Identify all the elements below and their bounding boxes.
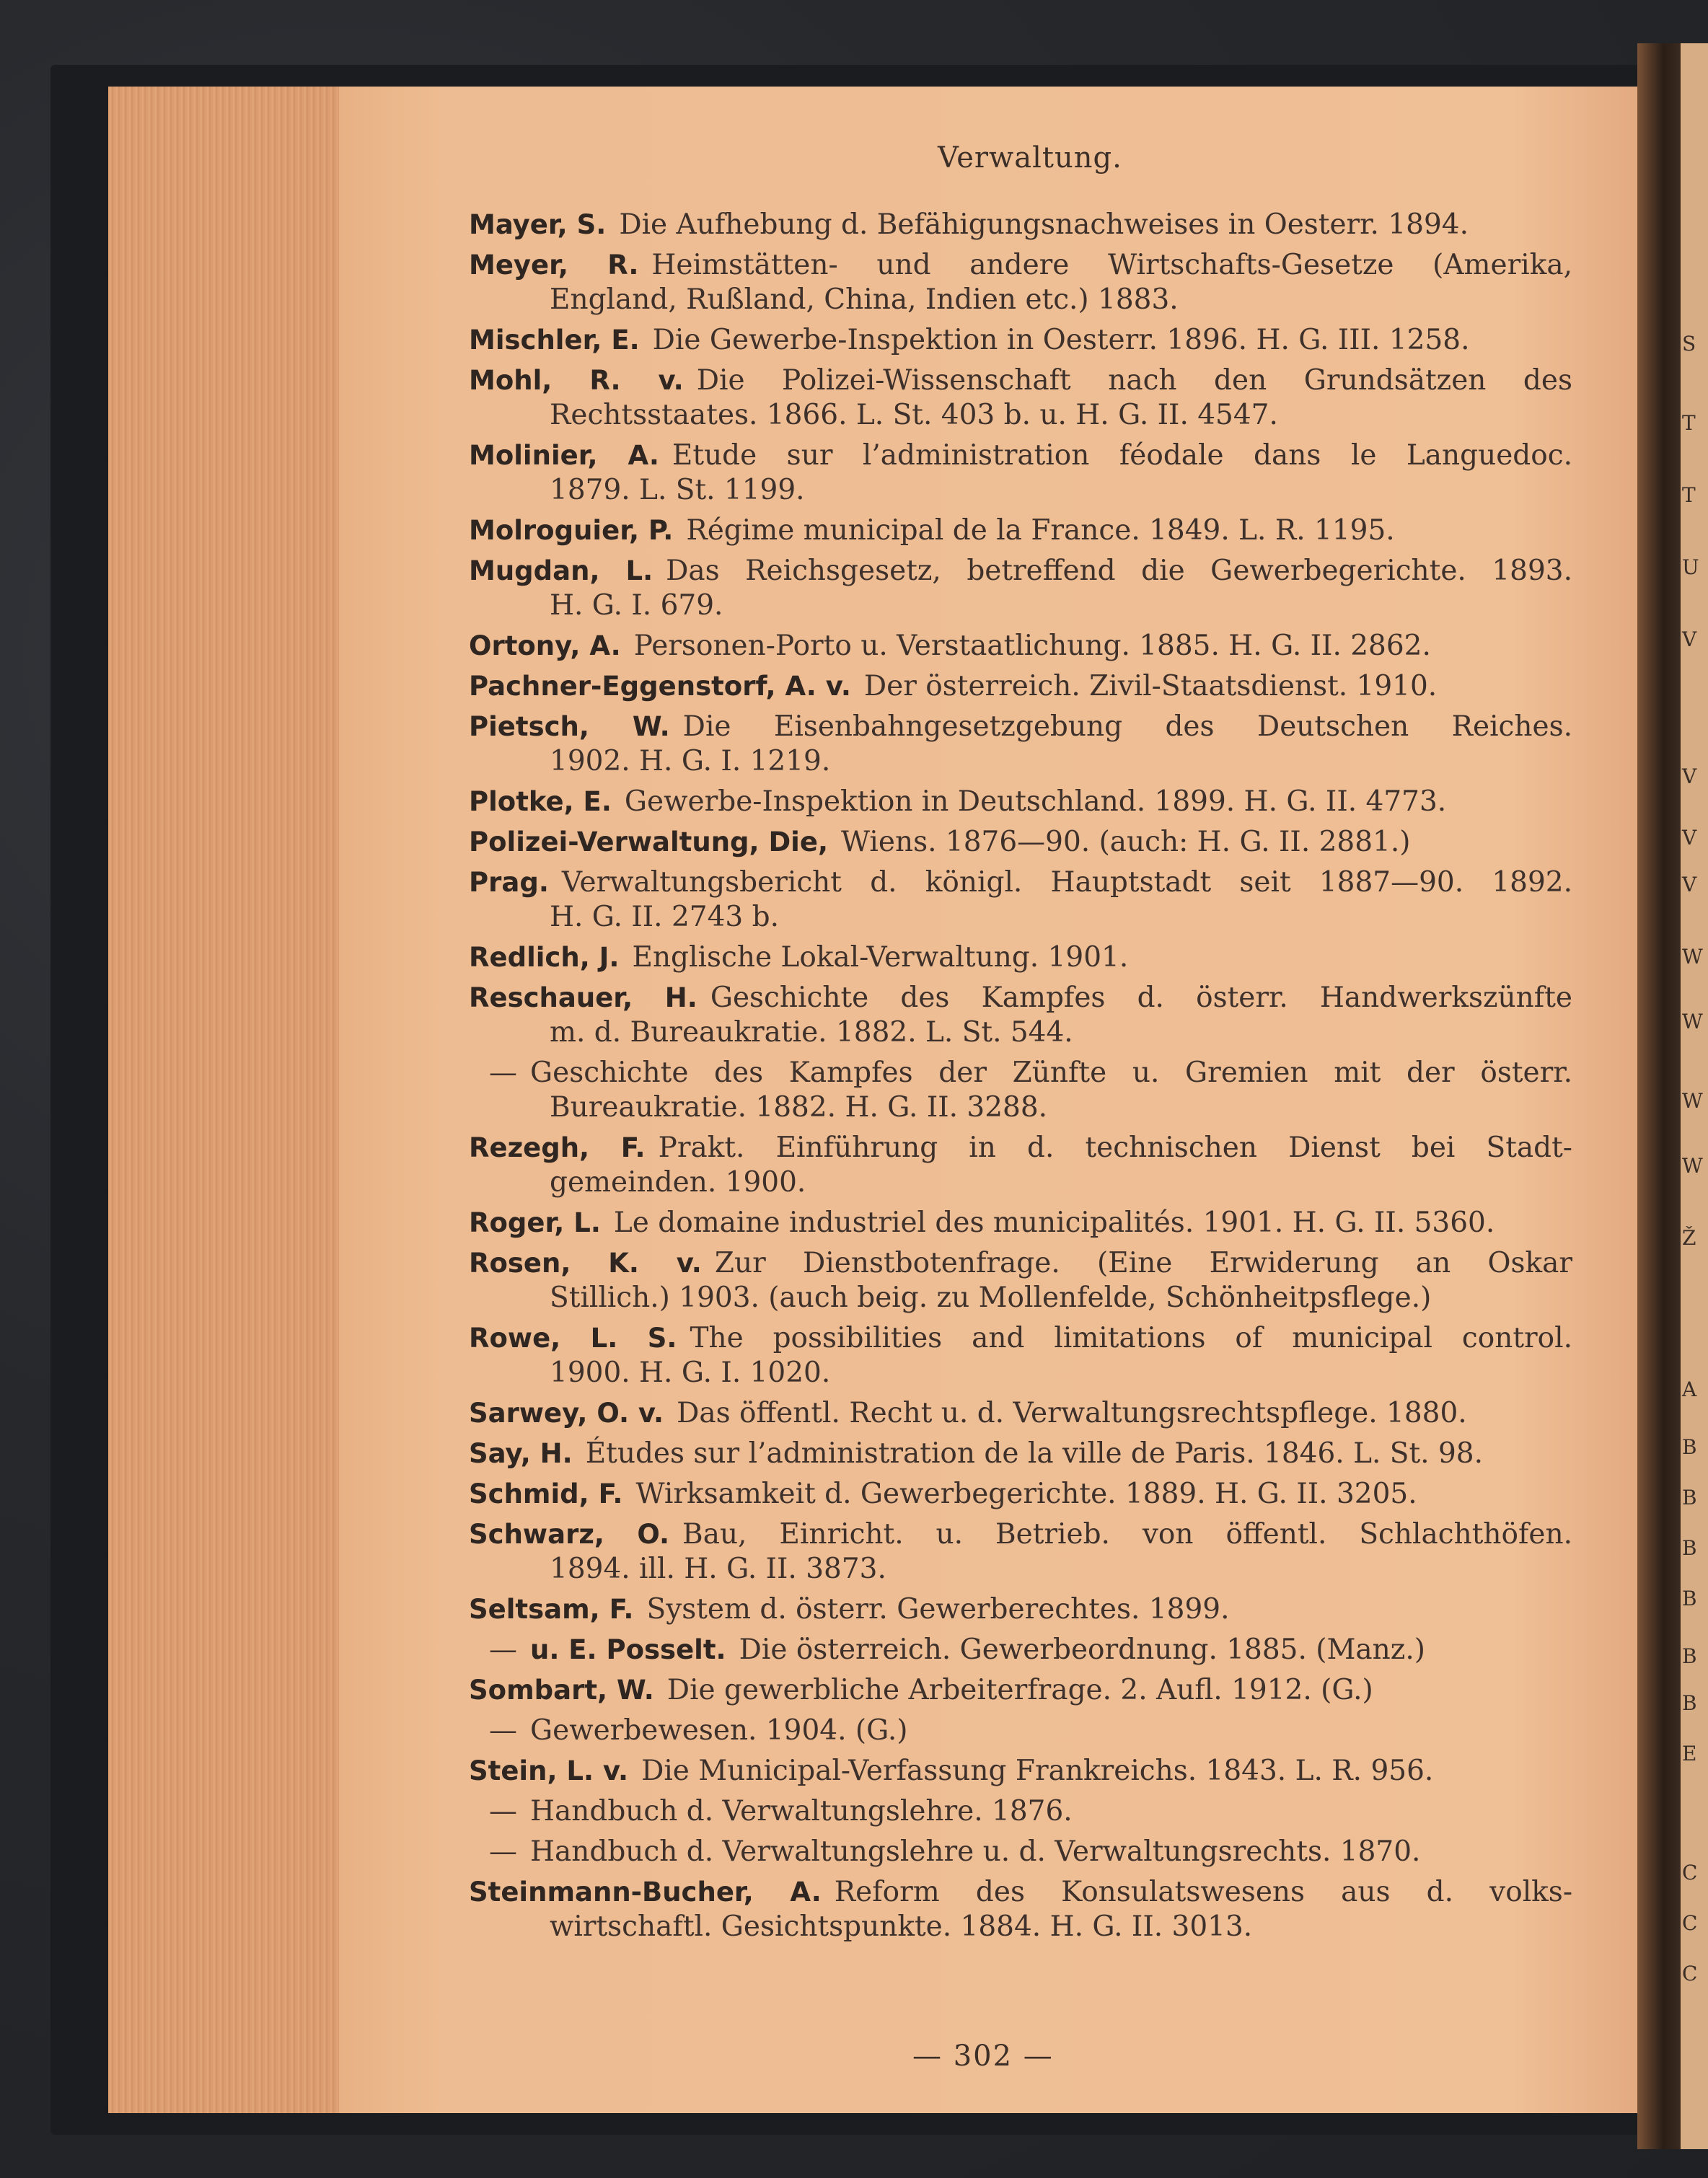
entry-text: Die Aufhebung d. Befähigungsnachweises in Oesterr. 1894.	[619, 208, 1469, 241]
entry-text: Handbuch d. Verwaltungslehre u. d. Verwaltungsrechts. 1870.	[530, 1835, 1421, 1868]
entry-first-line	[469, 1673, 1572, 1708]
bibliography-entry	[469, 1633, 1572, 1667]
adjacent-page-letter: C	[1682, 1861, 1698, 1884]
bibliography-entry	[469, 554, 1572, 623]
entry-text: Gewerbewesen. 1904. (G.)	[530, 1714, 908, 1747]
entry-author: Pachner-Eggenstorf, A. v.	[469, 671, 851, 702]
entry-continuation-line	[469, 283, 1572, 317]
entry-author: Molroguier, P.	[469, 515, 674, 546]
entry-author: Schwarz, O.	[469, 1519, 670, 1550]
entry-first-line	[469, 1396, 1572, 1431]
entry-author: Roger, L.	[469, 1207, 601, 1238]
entry-first-line	[469, 1321, 1572, 1356]
adjacent-page-letter: E	[1682, 1742, 1697, 1765]
bibliography-entry	[469, 1477, 1572, 1512]
book-gutter	[1637, 43, 1681, 2149]
entry-text: Gewerbe-Inspektion in Deutschland. 1899. H. G. II. 4773.	[624, 785, 1447, 818]
bibliography-list	[469, 208, 1572, 1944]
ditto-dash: —	[489, 1634, 517, 1666]
entry-first-line	[469, 825, 1572, 860]
entry-author: Stein, L. v.	[469, 1755, 629, 1786]
entry-first-line	[469, 1437, 1572, 1471]
bibliography-entry	[469, 1437, 1572, 1471]
entry-continuation-line	[469, 744, 1572, 779]
entry-author: Meyer, R.	[469, 250, 639, 281]
entry-text: The possibilities and limitations of municipal control.	[690, 1322, 1573, 1354]
bibliography-entry	[469, 438, 1572, 508]
entry-continuation-line	[469, 1552, 1572, 1587]
adjacent-page-edge	[1681, 43, 1708, 2149]
adjacent-page-letter: B	[1682, 1486, 1697, 1509]
adjacent-page-letter: C	[1682, 1911, 1698, 1935]
entry-author: Schmid, F.	[469, 1478, 623, 1509]
entry-text: System d. österr. Gewerberechtes. 1899.	[646, 1593, 1230, 1626]
bibliography-entry	[469, 1131, 1572, 1200]
entry-text: 1894. ill. H. G. II. 3873.	[550, 1553, 886, 1585]
adjacent-page-letter: B	[1682, 1691, 1697, 1715]
adjacent-page-letter: T	[1682, 483, 1696, 507]
entry-text: Verwaltungsbericht d. königl. Hauptstadt seit 1887—90. 1892.	[561, 866, 1572, 899]
adjacent-page-letter: W	[1682, 1010, 1703, 1033]
entry-author: Rosen, K. v.	[469, 1248, 702, 1279]
entry-first-line	[469, 981, 1572, 1015]
entry-author: Rezegh, F.	[469, 1132, 646, 1163]
adjacent-page-letter: A	[1682, 1377, 1697, 1401]
entry-continuation-line	[469, 588, 1572, 623]
entry-first-line	[469, 1131, 1572, 1165]
entry-first-line	[469, 363, 1572, 398]
adjacent-page-letter: S	[1682, 332, 1696, 356]
entry-text: Geschichte des Kampfes der Zünfte u. Gremien mit der österr.	[530, 1057, 1572, 1089]
entry-text: Prakt. Einführung in d. technischen Dienst bei Stadt-	[658, 1132, 1572, 1164]
entry-text: Le domaine industriel des municipalités. 1901. H. G. II. 5360.	[613, 1207, 1495, 1239]
entry-first-line	[469, 554, 1572, 588]
entry-text: wirtschaftl. Gesichtspunkte. 1884. H. G. II. 3013.	[550, 1910, 1253, 1943]
entry-first-line	[469, 1056, 1572, 1090]
entry-continuation-line	[469, 1356, 1572, 1390]
bibliography-entry	[469, 1835, 1572, 1869]
entry-text: 1900. H. G. I. 1020.	[550, 1357, 831, 1389]
entry-text: Stillich.) 1903. (auch beig. zu Mollenfelde, Schönheitpsflege.)	[550, 1282, 1432, 1314]
bibliography-entry	[469, 785, 1572, 819]
bibliography-entry	[469, 363, 1572, 433]
entry-continuation-line	[469, 473, 1572, 508]
entry-author: Reschauer, H.	[469, 982, 697, 1013]
ditto-dash: —	[489, 1714, 517, 1747]
entry-author: Pietsch, W.	[469, 711, 670, 742]
bibliography-entry	[469, 629, 1572, 663]
adjacent-page-letter: W	[1682, 945, 1703, 969]
entry-text: Geschichte des Kampfes d. österr. Handwerkszünfte	[710, 982, 1572, 1014]
entry-text: Reform des Konsulatswesens aus d. volks-	[834, 1876, 1572, 1908]
bibliography-entry	[469, 208, 1572, 242]
entry-text: Der österreich. Zivil-Staatsdienst. 1910.	[863, 670, 1438, 702]
entry-first-line	[469, 1835, 1572, 1869]
entry-first-line	[469, 438, 1572, 473]
entry-continuation-line	[469, 398, 1572, 433]
adjacent-page-letter: W	[1682, 1154, 1703, 1178]
entry-text: Handbuch d. Verwaltungslehre. 1876.	[530, 1795, 1073, 1828]
entry-continuation-line	[469, 900, 1572, 935]
entry-author: Prag.	[469, 867, 549, 898]
bibliography-entry	[469, 1714, 1572, 1748]
entry-continuation-line	[469, 1015, 1572, 1050]
entry-author: Rowe, L. S.	[469, 1323, 677, 1354]
entry-author: Ortony, A.	[469, 630, 621, 661]
entry-first-line	[469, 940, 1572, 975]
entry-text: Die gewerbliche Arbeiterfrage. 2. Aufl. 1912. (G.)	[666, 1674, 1373, 1706]
entry-text: Zur Dienstbotenfrage. (Eine Erwiderung an Oskar	[714, 1247, 1573, 1279]
adjacent-page-letter: V	[1682, 826, 1697, 850]
entry-first-line	[469, 1592, 1572, 1627]
page-header: Verwaltung.	[938, 141, 1122, 175]
entry-text: Personen-Porto u. Verstaatlichung. 1885. H. G. II. 2862.	[633, 630, 1431, 662]
entry-author: Mayer, S.	[469, 209, 607, 240]
adjacent-page-letter: W	[1682, 1089, 1703, 1113]
entry-text: Die Polizei-Wissenschaft nach den Grundsätzen des	[696, 364, 1572, 397]
entry-text: H. G. II. 2743 b.	[550, 901, 779, 933]
entry-author: Molinier, A.	[469, 440, 659, 471]
adjacent-page-letter: B	[1682, 1435, 1697, 1459]
bibliography-entry	[469, 825, 1572, 860]
adjacent-page-letter: V	[1682, 627, 1697, 651]
entry-author: Say, H.	[469, 1438, 573, 1469]
entry-first-line	[469, 323, 1572, 358]
adjacent-page-letter: Ž	[1682, 1226, 1696, 1250]
entry-text: Das Reichsgesetz, betreffend die Gewerbegerichte. 1893.	[666, 555, 1572, 587]
entry-author: Polizei-Verwaltung, Die,	[469, 826, 829, 857]
entry-text: Rechtsstaates. 1866. L. St. 403 b. u. H. G. II. 4547.	[550, 399, 1278, 431]
entry-author: Mohl, R. v.	[469, 365, 684, 396]
entry-continuation-line	[469, 1165, 1572, 1200]
entry-author: Seltsam, F.	[469, 1594, 634, 1625]
entry-first-line	[469, 669, 1572, 704]
ditto-dash: —	[489, 1057, 517, 1089]
entry-first-line	[469, 1754, 1572, 1789]
entry-first-line	[469, 710, 1572, 744]
entry-text: Wirksamkeit d. Gewerbegerichte. 1889. H. G. II. 3205.	[635, 1478, 1417, 1510]
adjacent-page-letter: B	[1682, 1536, 1697, 1560]
adjacent-page-letter: B	[1682, 1644, 1697, 1668]
entry-text: H. G. I. 679.	[550, 589, 723, 622]
bibliography-entry	[469, 1321, 1572, 1390]
entry-text: Die Gewerbe-Inspektion in Oesterr. 1896. H. G. III. 1258.	[652, 324, 1470, 356]
bibliography-entry	[469, 1056, 1572, 1125]
entry-text: Die Eisenbahngesetzgebung des Deutschen Reiches.	[682, 710, 1572, 743]
entry-first-line	[469, 1714, 1572, 1748]
bibliography-entry	[469, 710, 1572, 779]
entry-first-line	[469, 513, 1572, 548]
entry-text: Études sur l’administration de la ville de Paris. 1846. L. St. 98.	[585, 1437, 1483, 1470]
bibliography-entry	[469, 1396, 1572, 1431]
bibliography-entry	[469, 1794, 1572, 1829]
entry-text: Das öffentl. Recht u. d. Verwaltungsrechtspflege. 1880.	[677, 1397, 1467, 1429]
entry-text: Bureaukratie. 1882. H. G. II. 3288.	[550, 1091, 1048, 1124]
page-number: — 302 —	[912, 2040, 1054, 2073]
entry-author: Redlich, J.	[469, 942, 620, 973]
entry-first-line	[469, 1206, 1572, 1240]
entry-author: Sarwey, O. v.	[469, 1398, 664, 1429]
bibliography-entry	[469, 1875, 1572, 1944]
ditto-dash: —	[489, 1795, 517, 1828]
entry-text: Heimstätten- und andere Wirtschafts-Gesetze (Amerika,	[651, 249, 1572, 281]
entry-text: Wiens. 1876—90. (auch: H. G. II. 2881.)	[841, 826, 1411, 858]
entry-first-line	[469, 248, 1572, 283]
bibliography-entry	[469, 1206, 1572, 1240]
entry-first-line	[469, 629, 1572, 663]
entry-first-line	[469, 865, 1572, 900]
entry-text: 1902. H. G. I. 1219.	[550, 745, 831, 777]
entry-text: 1879. L. St. 1199.	[550, 474, 805, 506]
bibliography-entry	[469, 1246, 1572, 1315]
entry-first-line	[469, 1633, 1572, 1667]
bibliography-entry	[469, 1673, 1572, 1708]
entry-text: Die österreich. Gewerbeordnung. 1885. (Manz.)	[739, 1634, 1425, 1666]
adjacent-page-letter: T	[1682, 411, 1696, 435]
entry-text: Etude sur l’administration féodale dans le Languedoc.	[672, 439, 1572, 472]
adjacent-page-letter: U	[1682, 555, 1699, 579]
page-edges	[108, 87, 353, 2113]
entry-continuation-line	[469, 1910, 1572, 1944]
bibliography-entry	[469, 669, 1572, 704]
entry-text: Englische Lokal-Verwaltung. 1901.	[632, 941, 1129, 974]
entry-continuation-line	[469, 1281, 1572, 1315]
bibliography-entry	[469, 323, 1572, 358]
bibliography-entry	[469, 940, 1572, 975]
entry-author: Mischler, E.	[469, 325, 640, 356]
bibliography-entry	[469, 1592, 1572, 1627]
bibliography-entry	[469, 513, 1572, 548]
entry-continuation-line	[469, 1090, 1572, 1125]
entry-first-line	[469, 1246, 1572, 1281]
bibliography-entry	[469, 1754, 1572, 1789]
entry-first-line	[469, 785, 1572, 819]
entry-text: Régime municipal de la France. 1849. L. R. 1195.	[686, 514, 1395, 547]
entry-text: Die Municipal-Verfassung Frankreichs. 1843. L. R. 956.	[641, 1755, 1434, 1787]
bibliography-entry	[469, 248, 1572, 317]
adjacent-page-letter: V	[1682, 873, 1697, 896]
entry-first-line	[469, 1794, 1572, 1829]
bibliography-entry	[469, 865, 1572, 935]
entry-text: Bau, Einricht. u. Betrieb. von öffentl. Schlachthöfen.	[682, 1518, 1572, 1551]
entry-author: Mugdan, L.	[469, 555, 653, 586]
bibliography-entry	[469, 981, 1572, 1050]
entry-author: u. E. Posselt.	[530, 1634, 726, 1665]
adjacent-page-letter: C	[1682, 1962, 1698, 1985]
ditto-dash: —	[489, 1835, 517, 1868]
adjacent-page-letter: B	[1682, 1587, 1697, 1610]
entry-first-line	[469, 1875, 1572, 1910]
entry-first-line	[469, 1517, 1572, 1552]
entry-text: gemeinden. 1900.	[550, 1166, 806, 1199]
bibliography-entry	[469, 1517, 1572, 1587]
entry-text: England, Rußland, China, Indien etc.) 1883.	[550, 283, 1179, 316]
entry-author: Steinmann-Bucher, A.	[469, 1877, 822, 1908]
entry-author: Plotke, E.	[469, 786, 612, 817]
adjacent-page-letter: V	[1682, 764, 1697, 788]
entry-text: m. d. Bureaukratie. 1882. L. St. 544.	[550, 1016, 1073, 1049]
entry-first-line	[469, 208, 1572, 242]
entry-first-line	[469, 1477, 1572, 1512]
entry-author: Sombart, W.	[469, 1675, 654, 1706]
